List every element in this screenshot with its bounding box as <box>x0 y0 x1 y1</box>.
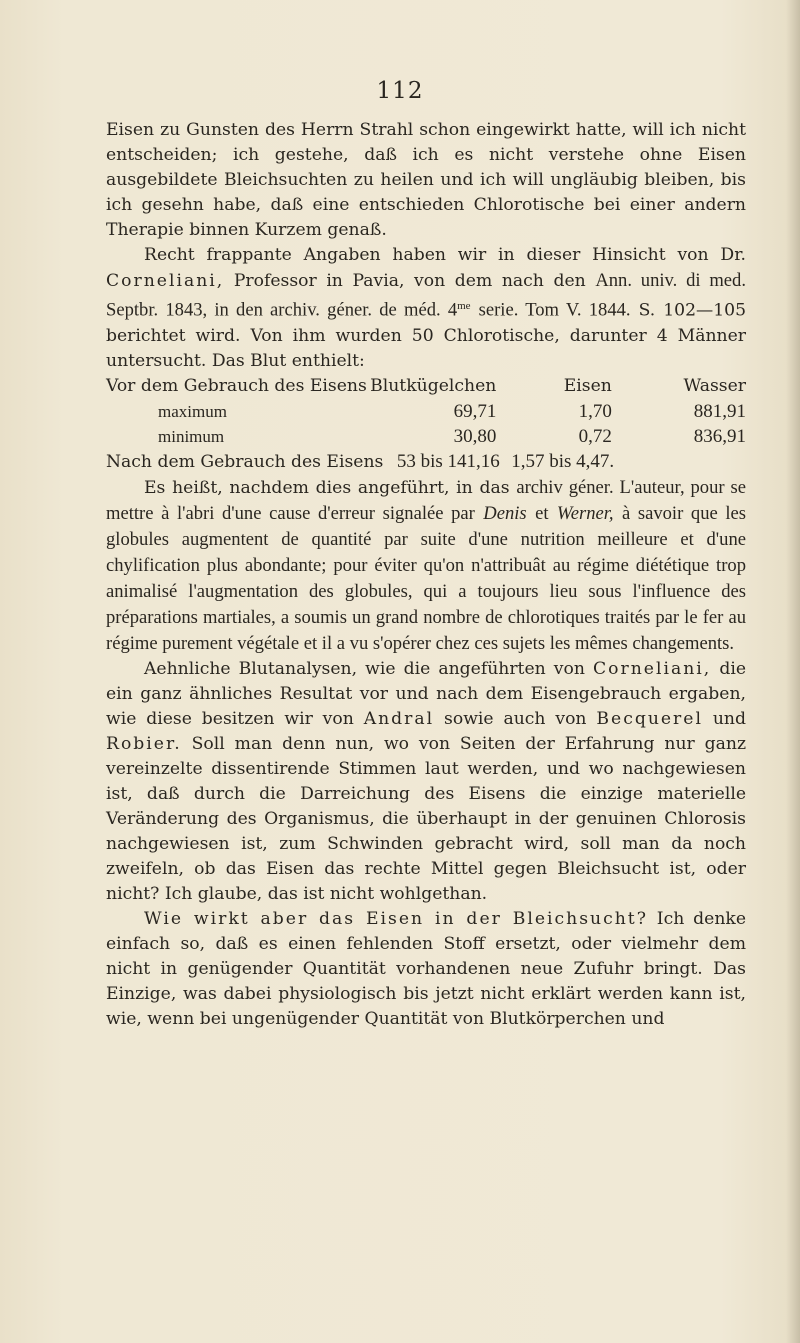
row-label-maximum: maximum <box>158 401 227 421</box>
after-blut: 53 bis 141,16 <box>396 450 500 472</box>
author-andral: Andral <box>363 708 435 729</box>
page-number: 112 <box>376 78 424 104</box>
p5-text-b: Ich denke einfach so, daß es einen fehlenden Stoff ersetzt, oder vielmehr dem nicht in genügender Quantität vorhandenen neue Zufuhr bringt. Das Einzige, was dabei physiologisch bis jetzt nicht erklärt werden kann ist, wie, wenn bei ungenügender Quantität von Blutkörperchen und <box>106 908 746 1029</box>
cell-max-eisen: 1,70 <box>578 400 612 422</box>
author-robier: Robier. <box>106 733 182 754</box>
p2-citation-sup: me <box>457 300 471 312</box>
table-header-label: Vor dem Gebrauch des Eisens <box>106 375 367 396</box>
paragraph-5 <box>106 907 746 1032</box>
p2-citation-end: serie. Tom V. 1844. <box>478 299 631 321</box>
p2-citation: Ann. univ. di med. Septbr. 1843, in den archiv. géner. de méd. 4 <box>106 270 746 321</box>
after-label: Nach dem Gebrauch des Eisens <box>106 451 384 472</box>
paragraph-2 <box>106 243 746 374</box>
blood-analysis-table <box>106 374 746 475</box>
p4-text-e: Soll man denn nun, wo von Seiten der Erfahrung nur ganz vereinzelte dissentirende Stimmen laut werden, und wo nachgewiesen ist, daß durch die Darreichung des Eisens die einzige materielle Veränderung des Organismus, die überhaupt in der genuinen Chlorosis nachgewiesen ist, zum Schwinden gebracht wird, soll man da noch zweifeln, ob das Eisen das rechte Mittel gegen Bleichsucht ist, oder nicht? Ich glaube, das ist nicht wohlgethan. <box>106 733 747 904</box>
cell-max-blut: 69,71 <box>453 400 497 422</box>
cell-min-blut: 30,80 <box>453 425 497 447</box>
p4-text-a: Aehnliche Blutanalysen, wie die angeführten von <box>144 658 585 679</box>
p4-text-b: die ein ganz ähnliches Resultat vor und nach dem Eisengebrauch ergaben, wie diese besitzen wir von <box>106 658 747 729</box>
p5-question: Wie wirkt aber das Eisen in der Bleichsucht? <box>144 908 648 929</box>
table-row <box>106 424 746 449</box>
p3-french-b: à savoir que les globules augmentent de quantité par suite d'une nutrition meilleure et d'une chylification plus abondante; pour éviter qu'on n'attribuât au régime diététique trop animalisé l'augmentation des globules, qui a toujours lieu sous l'influence des préparations martiales, a soumis un grand nombre de chlorotiques traités par le fer au régime purement végétale et il a vu s'opérer chez ces sujets les mêmes changements. <box>106 502 746 654</box>
author-werner: Werner, <box>556 502 614 524</box>
p3-french-a: archiv géner. L'auteur, pour se mettre à l'abri d'une cause d'erreur signalée par <box>106 476 747 524</box>
p2-text-b: Professor in Pavia, von dem nach den <box>233 271 586 291</box>
table-row-after <box>106 449 746 475</box>
p3-text-a: Es heißt, nachdem dies angeführt, in das <box>144 477 510 498</box>
p2-text-a: Recht frappante Angaben haben wir in dieser Hinsicht von Dr. <box>144 245 746 265</box>
table-row <box>106 399 746 424</box>
col-header-wasser: Wasser <box>683 375 746 396</box>
page-edge-shadow <box>786 0 800 1343</box>
paragraph-1: Eisen zu Gunsten des Herrn Strahl schon eingewirkt hatte, will ich nicht entscheiden; ich gestehe, daß ich es nicht verstehe ohne Eisen ausgebildete Bleichsuchten zu heilen und ich will ungläubig bleiben, bis ich gesehn habe, daß eine entschieden Chlorotische bei einer andern Therapie binnen Kurzem genaß. <box>106 120 746 240</box>
p4-text-d: und <box>712 708 746 729</box>
author-corneliani-2: Corneliani, <box>593 658 712 679</box>
author-corneliani: Corneliani, <box>106 271 225 291</box>
author-denis: Denis <box>483 502 527 524</box>
table-header-row <box>106 374 746 399</box>
paragraph-4 <box>106 657 746 907</box>
col-header-eisen: Eisen <box>563 375 612 396</box>
cell-min-eisen: 0,72 <box>578 425 612 447</box>
p3-et: et <box>535 502 549 524</box>
cell-min-wasser: 836,91 <box>693 425 746 447</box>
p2-text-e: S. 102—105 berichtet wird. Von ihm wurden 50 Chlorotische, darunter 4 Männer untersucht. Das Blut enthielt: <box>106 300 747 371</box>
page-body <box>106 118 746 1032</box>
row-label-minimum: minimum <box>158 426 225 446</box>
cell-max-wasser: 881,91 <box>693 400 746 422</box>
author-becquerel: Becquerel <box>596 708 703 729</box>
after-eisen: 1,57 bis 4,47. <box>511 450 615 472</box>
paragraph-3 <box>106 475 746 657</box>
col-header-blutkuegelchen: Blutkügelchen <box>370 375 497 396</box>
p4-text-c: sowie auch von <box>444 708 587 729</box>
